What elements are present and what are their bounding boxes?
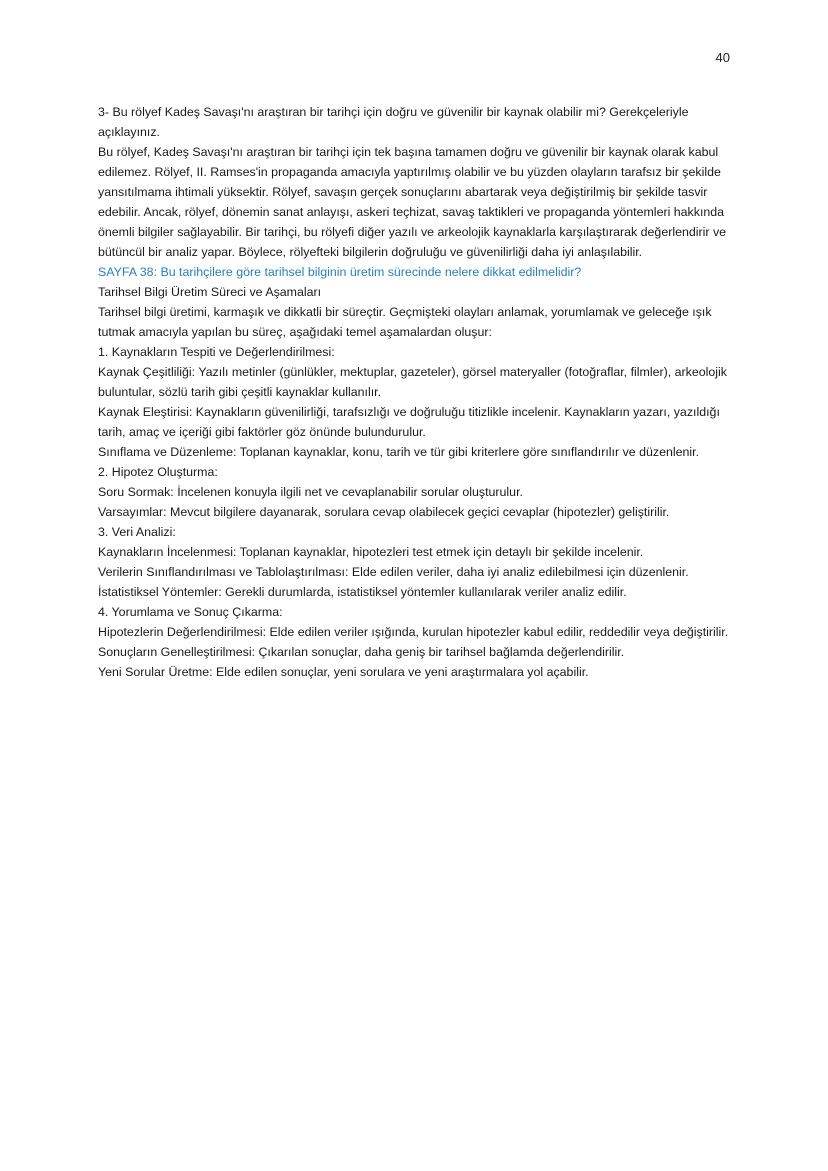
question-3: 3- Bu rölyef Kadeş Savaşı'nı araştıran bir tarihçi için doğru ve güvenilir bir kaynak olabilir mi? Gerekçeleriyle açıklayınız. [98, 105, 689, 139]
step-1-heading: 1. Kaynakların Tespiti ve Değerlendirilmesi: [98, 345, 335, 359]
section-title: Tarihsel Bilgi Üretim Süreci ve Aşamaları [98, 285, 322, 299]
list-item: Kaynakların İncelenmesi: Toplanan kaynaklar, hipotezleri test etmek için detaylı bir şekilde incelenir. [98, 545, 644, 559]
list-item: Sınıflama ve Düzenleme: Toplanan kaynaklar, konu, tarih ve tür gibi kriterlere göre sınıflandırılır ve düzenlenir. [98, 445, 700, 459]
list-item: Soru Sormak: İncelenen konuyla ilgili net ve cevaplanabilir sorular oluşturulur. [98, 485, 523, 499]
list-item: Verilerin Sınıflandırılması ve Tablolaştırılması: Elde edilen veriler, daha iyi analiz edilebilmesi için düzenlenir. [98, 565, 689, 579]
document-body [98, 102, 738, 682]
list-item: Kaynak Çeşitliliği: Yazılı metinler (günlükler, mektuplar, gazeteler), görsel materyaller (fotoğraflar, filmler), arkeolojik buluntular, sözlü tarih gibi çeşitli kaynaklar kullanılır. [98, 365, 727, 399]
list-item: Kaynak Eleştirisi: Kaynakların güvenilirliği, tarafsızlığı ve doğruluğu titizlikle incelenir. Kaynakların yazarı, yazıldığı tarih, amaç ve içeriği gibi faktörler göz önünde bulundurulur. [98, 405, 720, 439]
step-2-heading: 2. Hipotez Oluşturma: [98, 465, 218, 479]
page-38-question: SAYFA 38: Bu tarihçilere göre tarihsel bilginin üretim sürecinde nelere dikkat edilmelidir? [98, 265, 582, 279]
list-item: Hipotezlerin Değerlendirilmesi: Elde edilen veriler ışığında, kurulan hipotezler kabul edilir, reddedilir veya değiştirilir. [98, 625, 729, 639]
intro-paragraph: Tarihsel bilgi üretimi, karmaşık ve dikkatli bir süreçtir. Geçmişteki olayları anlamak, yorumlamak ve geleceğe ışık tutmak amacıyla yapılan bu süreç, aşağıdaki temel aşamalardan oluşur: [98, 305, 712, 339]
list-item: Sonuçların Genelleştirilmesi: Çıkarılan sonuçlar, daha geniş bir tarihsel bağlamda değerlendirilir. [98, 645, 625, 659]
list-item: Varsayımlar: Mevcut bilgilere dayanarak, sorulara cevap olabilecek geçici cevaplar (hipotezler) geliştirilir. [98, 505, 670, 519]
page-number: 40 [715, 50, 730, 65]
step-3-heading: 3. Veri Analizi: [98, 525, 176, 539]
step-4-heading: 4. Yorumlama ve Sonuç Çıkarma: [98, 605, 283, 619]
list-item: Yeni Sorular Üretme: Elde edilen sonuçlar, yeni sorulara ve yeni araştırmalara yol açabilir. [98, 665, 589, 679]
list-item: İstatistiksel Yöntemler: Gerekli durumlarda, istatistiksel yöntemler kullanılarak veriler analiz edilir. [98, 585, 627, 599]
answer-3: Bu rölyef, Kadeş Savaşı'nı araştıran bir tarihçi için tek başına tamamen doğru ve güvenilir bir kaynak olarak kabul edilemez. Rölyef, II. Ramses'in propaganda amacıyla yaptırılmış olabilir ve bu yüzden olayların tarafsız bir şekilde yansıtılmama ihtimali yüksektir. Rölyef, savaşın gerçek sonuçlarını abartarak veya değiştirilmiş bir şekilde tasvir edebilir. Ancak, rölyef, dönemin sanat anlayışı, askeri teçhizat, savaş taktikleri ve propaganda yöntemleri hakkında önemli bilgiler sağlayabilir. Bir tarihçi, bu rölyefi diğer yazılı ve arkeolojik kaynaklarla karşılaştırarak değerlendirir ve bütüncül bir analiz yapar. Böylece, rölyefteki bilgilerin doğruluğu ve güvenilirliği daha iyi anlaşılabilir. [98, 145, 727, 259]
